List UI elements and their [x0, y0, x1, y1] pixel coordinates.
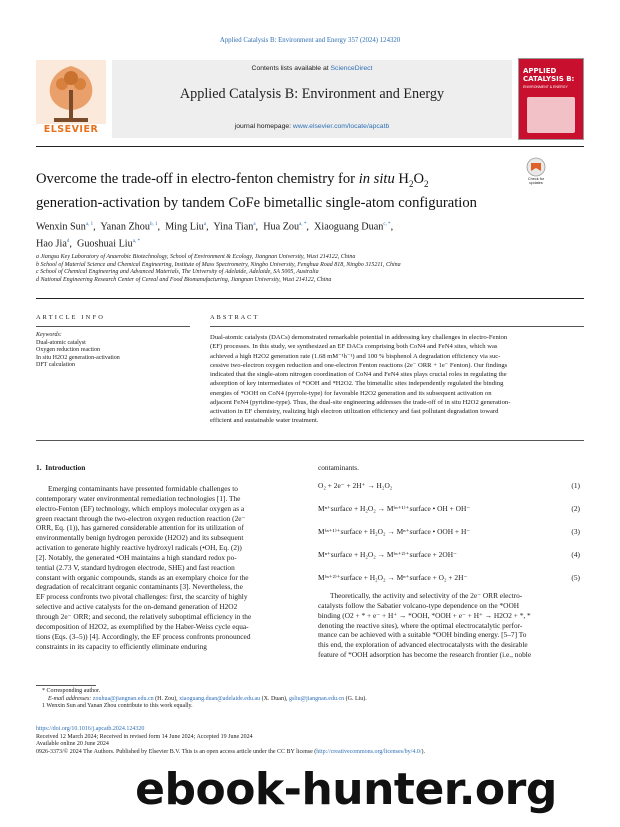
- keyword: Dual-atomic catalyst: [36, 339, 86, 346]
- abstract-line: cessive two-electron oxygen reduction and one-electron Fenton reactions (2e⁻ ORR + 1e⁻ Fenton). Our findings: [210, 361, 508, 369]
- journal-banner: [112, 60, 512, 138]
- equation-number: (5): [571, 573, 580, 582]
- body-line: Theoretically, the activity and selectivity of the 2e⁻ ORR electro-: [330, 591, 523, 600]
- email-link[interactable]: gsliu@jiangnan.edu.cn: [288, 695, 345, 702]
- email-label: E-mail addresses:: [48, 695, 92, 702]
- body-line: this end, the exploration of advanced electrocatalysts with the desirable: [318, 640, 528, 650]
- intro-continued: contaminants.: [318, 463, 359, 472]
- journal-title: Applied Catalysis B: Environment and Energy: [179, 86, 445, 102]
- author-affil[interactable]: a, 1: [85, 222, 94, 227]
- cover-text-3: ENVIRONMENT & ENERGY: [523, 85, 568, 89]
- body-line: contemporary water environmental remediation technologies [1]. The: [36, 493, 241, 503]
- article-title: [36, 170, 516, 213]
- elsevier-tree-icon: [36, 60, 106, 124]
- body-line: constraints in its capacity to efficiently eliminate enduring: [36, 641, 207, 651]
- body-line: catalysts follow the Sabatier volcano-type dependence on the *OOH: [318, 600, 520, 610]
- equation-number: (3): [571, 527, 580, 536]
- author-name[interactable]: Xiaoguang Duan: [314, 221, 384, 233]
- equation-3: [318, 527, 580, 543]
- license-text-end: ).: [421, 748, 425, 755]
- body-line: EF process confronts two pivotal challenges: first, the scarcity of highly: [36, 592, 248, 602]
- body-line: ORR, Eq. (1)), has garnered considerable attention for its utilization of: [36, 523, 244, 533]
- body-line: activation to generate highly reactive hydroxyl radicals (•OH, Eq. (2)): [36, 543, 242, 553]
- check-updates-line1: Check for: [527, 177, 545, 181]
- author-name[interactable]: Hao Jia: [36, 238, 67, 250]
- equation-expression: Mⁿ⁺surface + H₂O₂ → M⁽ⁿ⁺²⁾⁺surface + 2OH⁻: [318, 550, 457, 559]
- title-sub: 2: [424, 178, 429, 189]
- body-line: constant with organic compounds, stands as an exemplary choice for the: [36, 572, 249, 582]
- author-affil[interactable]: a, *: [132, 238, 140, 244]
- received-dates: Received 12 March 2024; Received in revised form 14 June 2024; Accepted 19 June 2024: [36, 733, 253, 740]
- equation-expression: M⁽ⁿ⁺²⁾⁺surface + H₂O₂ → Mⁿ⁺surface + O₂ + 2H⁻: [318, 573, 468, 582]
- title-part: O: [413, 171, 425, 187]
- affiliation: c School of Chemical Engineering and Advanced Materials, The University of Adelaide, Adelaide, SA 5005, Australia: [36, 269, 319, 276]
- author-affil[interactable]: d: [66, 238, 70, 244]
- journal-cover: [518, 58, 584, 140]
- body-line: tential (2.73 V, standard hydrogen electrode, SHE) and fast reaction: [36, 562, 235, 572]
- journal-homepage-line: [112, 123, 512, 130]
- elsevier-logo: [36, 60, 106, 136]
- equation-number: (1): [571, 481, 580, 490]
- abstract-line: energies of *OOH on CoN4 (pyrrole-type) for favorable H2O2 generation and its subsequent activation on: [210, 389, 492, 397]
- running-header[interactable]: Applied Catalysis B: Environment and Energy 357 (2024) 124320: [219, 37, 401, 44]
- body-line: green reactant through the two-electron oxygen reduction reaction (2e⁻: [36, 513, 246, 523]
- keyword: DFT calculation: [36, 362, 76, 369]
- footnotes: [42, 688, 582, 711]
- body-line: [2]. Notably, the generated •OH maintains a high standard redox po-: [36, 552, 237, 562]
- watermark-text: ebook-hunter.org: [135, 764, 557, 815]
- body-line: selective and active catalysts for the on-demand generation of H2O2: [36, 602, 238, 612]
- equation-5: [318, 573, 580, 589]
- author-list: Wenxin Sun$^{a, 1}$, Yanan Zhou$^{b, 1}$, Ming Liu$^a$, Yina Tian$^a$, Hua Zou$^{a, *}$, Xiaoguang Duan$^{c, *}$, Hao Jia$^d$, Guoshuai Liu$^{a, *}$: [36, 221, 394, 250]
- equation-1: [318, 481, 580, 497]
- affiliation-list: [36, 254, 584, 284]
- homepage-prefix: journal homepage:: [234, 123, 292, 130]
- title-part: Overcome the trade-off in electro-fenton chemistry for: [36, 171, 359, 187]
- abstract-line: (EF) processes. In this study, we synthesized an EF DACs comprising both CoN4 and FeN4 sites, which was: [210, 343, 498, 351]
- affiliation: a Jiangsu Key Laboratory of Anaerobic Biotechnology, School of Environment & Ecology, Jiangnan University, Wuxi 214122, China: [36, 254, 356, 260]
- body-line: feature of *OOH adsorption has become the research frontier (i.e., noble: [318, 650, 532, 660]
- check-updates-icon: [523, 157, 549, 177]
- body-line: degradation of recalcitrant organic contaminants [3]. Nevertheless, the: [36, 582, 243, 592]
- author-name[interactable]: Guoshuai Liu: [76, 238, 133, 250]
- abstract-text: [210, 333, 584, 426]
- email-owner: (H. Zou),: [153, 695, 180, 702]
- author-name[interactable]: Wenxin Sun: [36, 221, 86, 233]
- author-affil[interactable]: a, *: [299, 222, 307, 227]
- equation-expression: O₂ + 2e⁻ + 2H⁺ → H₂O₂: [318, 481, 393, 490]
- corresponding-note: * Corresponding author.: [42, 688, 101, 694]
- affiliation: b School of Material Science and Chemical Engineering, Institute of Mass Spectrometry, Ningbo University, Fenghua Road 818, Ningbo 315211, China: [36, 261, 401, 268]
- section-heading: 1. Introduction: [36, 463, 86, 472]
- intro-left-column: [36, 484, 302, 651]
- article-info-heading: A R T I C L E I N F O: [36, 314, 104, 321]
- email-owner: (G. Liu).: [344, 695, 367, 702]
- contents-line: [112, 65, 512, 73]
- email-link[interactable]: xiaoguang.duan@adelaide.edu.au: [179, 695, 261, 702]
- title-part: H: [394, 171, 409, 187]
- cover-image: [527, 97, 575, 133]
- body-line: tions (Eqs. (3–5)) [4]. Accordingly, the EF process confronts pronounced: [36, 631, 251, 641]
- email-link[interactable]: zouhua@jiangnan.edu.cn: [92, 695, 154, 702]
- cover-text-2: CATALYSIS B:: [523, 75, 575, 83]
- body-line: through 2e⁻ ORR; and second, the relatively suboptimal efficiency in the: [36, 611, 252, 621]
- equation-4: [318, 550, 580, 566]
- homepage-link[interactable]: www.elsevier.com/locate/apcatb: [292, 123, 390, 130]
- publisher-logo-text: ELSEVIER: [43, 124, 99, 135]
- equal-contribution-note: 1 Wenxin Sun and Yanan Zhou contribute to this work equally.: [42, 703, 193, 710]
- cover-text-1: APPLIED: [523, 67, 557, 75]
- keyword: In situ H2O2 generation-activation: [36, 354, 120, 361]
- article-metadata: [36, 726, 596, 756]
- doi-link[interactable]: https://doi.org/10.1016/j.apcatb.2024.124320: [36, 726, 145, 732]
- author-name[interactable]: Hua Zou: [263, 221, 300, 233]
- license-link[interactable]: http://creativecommons.org/licenses/by/4.0/: [316, 748, 422, 755]
- keywords-label: Keywords:: [36, 332, 62, 338]
- available-online: Available online 20 June 2024: [36, 741, 109, 748]
- body-line: decomposition of H2O2, as exemplified by the Haber-Weiss cycle equa-: [36, 621, 249, 631]
- equation-expression: M⁽ⁿ⁺¹⁾⁺surface + H₂O₂ → Mⁿ⁺surface • OOH + H⁻: [318, 527, 471, 536]
- check-updates-line2: updates: [529, 181, 543, 186]
- title-italic: in situ: [358, 171, 395, 187]
- body-line: Emerging contaminants have presented formidable challenges to: [48, 484, 238, 493]
- abstract-heading: A B S T R A C T: [210, 314, 258, 321]
- abstract-line: activation in EF chemistry, realizing high electron utilization efficiency and fast pollutant degradation toward: [210, 408, 499, 415]
- keyword: Oxygen reduction reaction: [36, 347, 100, 354]
- author-name[interactable]: Yanan Zhou: [100, 221, 150, 233]
- author-affil[interactable]: a: [253, 222, 256, 227]
- abstract-line: indicated that the single-atom nitrogen coordination of CoN4 and FeN4 sites plays crucial roles in regulating the: [210, 371, 507, 378]
- abstract-line: adjacent FeN4 (pyridine-type). Thus, the dual-site engineering addresses the trade-off of in situ H2O2 generation-: [210, 398, 511, 406]
- contents-prefix: Contents lists available at: [251, 65, 329, 72]
- email-owner: (X. Duan),: [260, 695, 289, 702]
- author-name[interactable]: Ming Liu: [165, 221, 204, 233]
- sciencedirect-link[interactable]: ScienceDirect: [330, 65, 373, 72]
- author-affil[interactable]: a: [203, 222, 207, 227]
- abstract-line: Dual-atomic catalysts (DACs) demonstrated remarkable potential in addressing key challenges in electro-Fenton: [210, 334, 508, 341]
- abstract-line: achieved a high H2O2 generation rate (1.68 mM⁻¹h⁻¹) and 100 % bisphenol A degradation efficiency via suc-: [210, 352, 501, 360]
- equation-number: (4): [571, 550, 580, 559]
- license-text: 0926-3373/© 2024 The Authors. Published by Elsevier B.V. This is an open access article under the CC BY license (: [36, 748, 317, 755]
- body-line: environmentally benign hydrogen peroxide (H2O2) and its subsequent: [36, 533, 244, 543]
- check-for-updates-badge[interactable]: [523, 157, 549, 187]
- author-affil[interactable]: c, *: [383, 222, 391, 227]
- body-line: binding (O2 + * + e⁻ + H⁺ → *OOH, *OOH + e⁻ + H⁺ → H2O2 + *, *: [318, 610, 531, 620]
- body-line: denoting the reactive sites), where the optimal electrocatalytic perfor-: [318, 620, 523, 630]
- equation-number: (2): [571, 504, 580, 513]
- body-line: electro-Fenton (EF) technology, which employs molecular oxygen as a: [36, 503, 245, 513]
- intro-right-column: [318, 591, 584, 660]
- author-name[interactable]: Yina Tian: [213, 221, 254, 233]
- title-sub: 2: [408, 178, 414, 189]
- affiliation: d National Engineering Research Center of Cereal and Food Biomanufacturing, Jiangnan University, Wuxi 214122, China: [36, 276, 332, 283]
- abstract-line: adsorption of key intermediates of *OOH and *H2O2. The bimetallic sites independently regulated the binding: [210, 380, 504, 388]
- equation-2: [318, 504, 580, 520]
- title-line2: generation-activation by tandem CoFe bimetallic single-atom configuration: [36, 194, 477, 211]
- keywords-block: [36, 332, 190, 370]
- body-line: mance can be achieved with a suitable *OOH binding energy. [5–7] To: [318, 630, 527, 640]
- equation-expression: Mⁿ⁺surface + H₂O₂ → M⁽ⁿ⁺¹⁾⁺surface • OH + OH⁻: [318, 504, 471, 513]
- author-affil[interactable]: b, 1: [149, 222, 158, 227]
- abstract-line: efficient and sustainable water treatment.: [210, 417, 319, 425]
